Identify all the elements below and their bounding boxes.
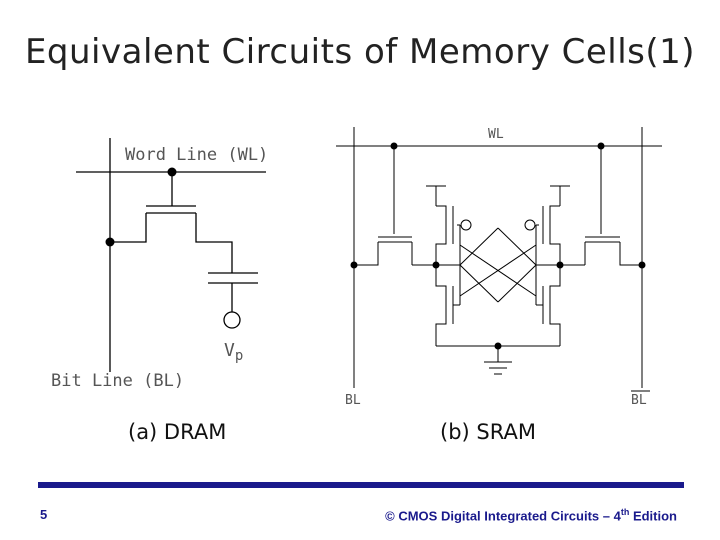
word-line-label: Word Line (WL) [125, 145, 269, 165]
sram-caption: (b) SRAM [440, 420, 536, 444]
right-pmos-bubble [525, 220, 535, 230]
dram-gate-dot [168, 168, 177, 177]
vp-terminal [224, 312, 240, 328]
footer-suffix: Edition [629, 508, 677, 524]
bit-line-label: Bit Line (BL) [51, 371, 185, 391]
footer-copyright [385, 507, 677, 523]
vp-label [224, 340, 243, 364]
footer-divider [38, 482, 684, 488]
sram-circuit [336, 127, 662, 391]
sram-bl-label: BL [345, 393, 361, 408]
footer-prefix: © CMOS Digital Integrated Circuits – 4 [385, 508, 621, 524]
vp-label-main: V [224, 340, 235, 361]
dram-junction-dot [106, 238, 115, 247]
dram-caption: (a) DRAM [128, 420, 227, 444]
footer-superscript: th [620, 507, 630, 517]
left-pmos-bubble [461, 220, 471, 230]
sram-blbar-label: BL [631, 393, 647, 408]
page-number: 5 [40, 507, 48, 522]
slide-title: Equivalent Circuits of Memory Cells(1) [24, 32, 696, 72]
sram-wl-label: WL [488, 127, 504, 142]
vp-label-sub: p [234, 348, 244, 364]
